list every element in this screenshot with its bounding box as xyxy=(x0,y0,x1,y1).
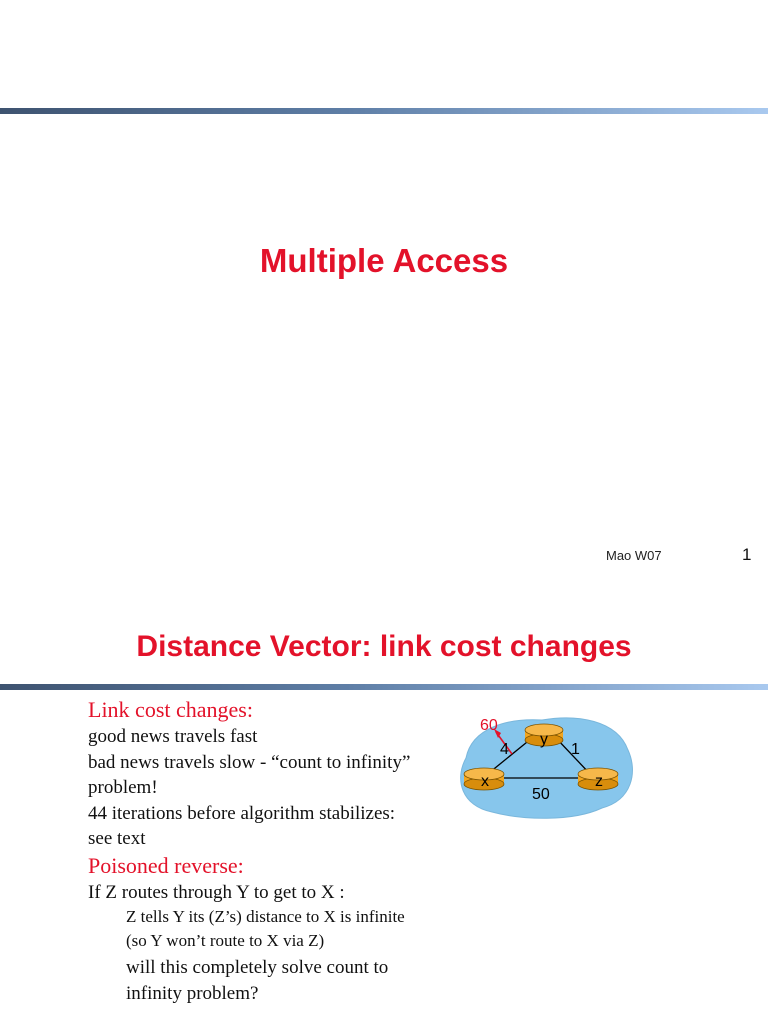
router-z xyxy=(578,768,618,790)
poisoned-question: will this completely solve count to infinity problem? xyxy=(126,957,389,1004)
slide-title: Distance Vector: link cost changes xyxy=(136,630,632,663)
cost-label-y-z: 1 xyxy=(571,741,580,758)
poisoned-intro: If Z routes through Y to get to X : xyxy=(88,881,345,903)
bullet-line: 44 iterations before algorithm stabilizes: see text xyxy=(88,802,396,849)
slide-body xyxy=(88,696,418,1006)
title-rule xyxy=(0,108,768,114)
cost-label-new: 60 xyxy=(480,717,498,734)
poisoned-reverse-heading: Poisoned reverse: xyxy=(88,852,244,878)
router-y xyxy=(525,724,563,748)
node-label-z: z xyxy=(595,773,603,790)
footer-author: Mao W07 xyxy=(606,548,662,563)
cost-label-x-z: 50 xyxy=(532,786,550,803)
node-label-x: x xyxy=(481,773,489,790)
bullet-line: good news travels fast xyxy=(88,726,258,747)
slide-title: Multiple Access xyxy=(259,242,509,279)
link-cost-heading: Link cost changes: xyxy=(88,697,253,722)
network-diagram xyxy=(452,710,642,825)
page-number: 1 xyxy=(742,545,752,564)
cost-label-x-y: 4 xyxy=(500,741,509,758)
node-label-y: y xyxy=(540,731,548,748)
bullet-line: bad news travels slow - “count to infinity” problem! xyxy=(88,751,411,798)
poisoned-detail: Z tells Y its (Z’s) distance to X is infinite (so Y won’t route to X via Z) xyxy=(126,907,405,950)
router-x xyxy=(464,768,504,790)
title-rule xyxy=(0,684,768,690)
slide-distance-vector xyxy=(0,590,768,1024)
